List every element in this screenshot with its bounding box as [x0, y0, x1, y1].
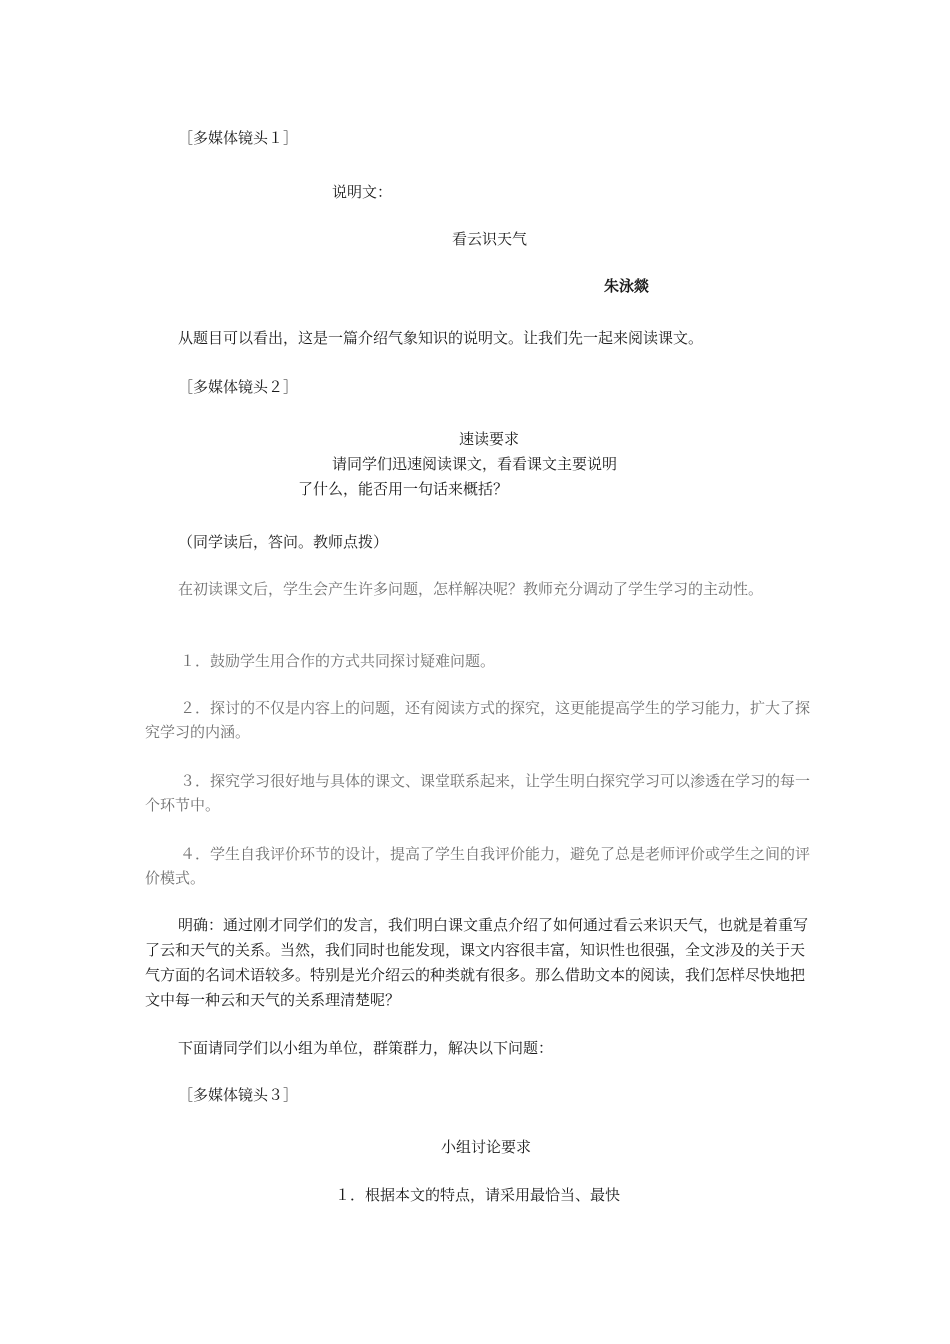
speed-read-line-2: 了什么，能否用一句话来概括？: [298, 480, 509, 498]
group-discussion-title: 小组讨论要求: [441, 1138, 532, 1156]
group-discussion-item-1: １．根据本文的特点，请采用最恰当、最快: [335, 1186, 621, 1204]
after-reading-note: （同学读后，答问。教师点拨）: [178, 533, 389, 551]
media-heading-2: ［多媒体镜头２］: [178, 378, 299, 396]
media-heading-1: ［多媒体镜头１］: [178, 129, 299, 147]
teaching-commentary: 在初读课文后，学生会产生许多问题，怎样解决呢？教师充分调动了学生学习的主动性。: [178, 580, 764, 598]
commentary-point-3: ３．探究学习很好地与具体的课文、课堂联系起来，让学生明白探究学习可以渗透在学习的每一个环节中。: [145, 772, 811, 814]
article-author: 朱泳燚: [604, 277, 650, 295]
speed-read-line-1: 请同学们迅速阅读课文，看看课文主要说明: [332, 455, 618, 473]
commentary-point-1: １．鼓励学生用合作的方式共同探讨疑难问题。: [180, 652, 496, 670]
article-title: 看云识天气: [452, 230, 528, 248]
group-instruction: 下面请同学们以小组为单位，群策群力，解决以下问题：: [178, 1039, 554, 1057]
media-heading-3: ［多媒体镜头３］: [178, 1086, 299, 1104]
commentary-point-2: ２．探讨的不仅是内容上的问题，还有阅读方式的探究，这更能提高学生的学习能力，扩大了探究学习的内涵。: [145, 699, 811, 741]
speed-read-title: 速读要求: [459, 430, 520, 448]
commentary-point-4: ４．学生自我评价环节的设计，提高了学生自我评价能力，避免了总是老师评价或学生之间的评价模式。: [145, 845, 811, 887]
intro-paragraph: 从题目可以看出，这是一篇介绍气象知识的说明文。让我们先一起来阅读课文。: [178, 329, 704, 347]
genre-label: 说明文：: [332, 183, 393, 201]
clarification-paragraph: 明确：通过刚才同学们的发言，我们明白课文重点介绍了如何通过看云来识天气，也就是着重写了云和天气的关系。当然，我们同时也能发现，课文内容很丰富，知识性也很强，全文涉及的关于天气方面的名词术语较多。特别是光介绍云的种类就有很多。那么借助文本的阅读，我们怎样尽快地把文中每一种云和天气的关系理清楚呢？: [145, 916, 809, 1009]
